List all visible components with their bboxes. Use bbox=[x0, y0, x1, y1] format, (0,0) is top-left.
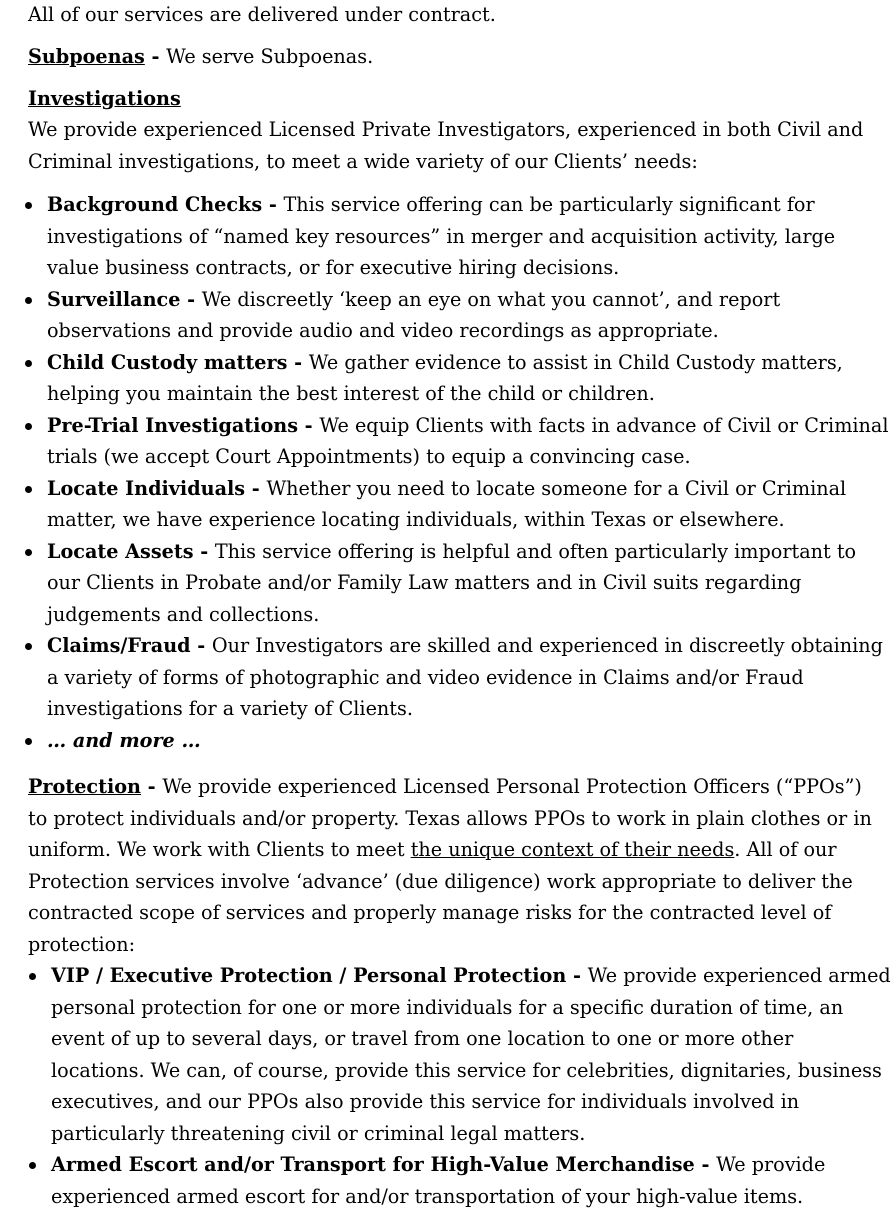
subpoenas-text: We serve Subpoenas. bbox=[166, 45, 374, 68]
investigations-heading-line bbox=[28, 83, 181, 115]
subpoenas-paragraph bbox=[28, 41, 373, 73]
subpoenas-separator: - bbox=[144, 45, 167, 68]
list-item bbox=[22, 630, 890, 725]
item-text: We provide experienced armed escort for and/or transportation of your high-value items. bbox=[51, 1153, 826, 1208]
item-separator: - bbox=[298, 413, 320, 437]
item-title: Armed Escort and/or Transport for High-Value Merchandise bbox=[51, 1153, 695, 1176]
list-item bbox=[22, 189, 890, 284]
item-text: We gather evidence to assist in Child Custody matters, helping you maintain the best interest of the child or children. bbox=[47, 350, 843, 405]
subpoenas-heading: Subpoenas bbox=[28, 45, 145, 68]
protection-text-2: . All of our Protection services involve ‘advance’ (due diligence) work appropriate to deliver the contracted scope of services and properly manage risks for the contracted level of protection: bbox=[28, 838, 853, 956]
item-title: Surveillance bbox=[47, 287, 181, 311]
list-item bbox=[22, 347, 890, 410]
item-text: Whether you need to locate someone for a Civil or Criminal matter, we have experience locating individuals, within Texas or elsewhere. bbox=[47, 476, 847, 531]
protection-text-1: We provide experienced Licensed Personal Protection Officers (“PPOs”) to protect individuals and/or property. Texas allows PPOs to work in plain clothes or in uniform. We work with Clients to meet bbox=[28, 775, 872, 861]
item-separator: - bbox=[193, 539, 215, 563]
item-title: Background Checks bbox=[47, 193, 263, 216]
investigations-intro: We provide experienced Licensed Private Investigators, experienced in both Civil and Criminal investigations, to meet a wide variety of our Clients’ needs: bbox=[28, 118, 864, 173]
item-title: VIP / Executive Protection / Personal Protection bbox=[51, 964, 567, 987]
item-separator: - bbox=[694, 1153, 717, 1176]
item-separator: - bbox=[190, 634, 212, 657]
item-separator: - bbox=[262, 193, 284, 216]
protection-paragraph bbox=[28, 771, 878, 960]
list-item bbox=[22, 284, 890, 347]
item-title: Claims/Fraud bbox=[47, 634, 191, 657]
protection-underlined-text: the unique context of their needs bbox=[410, 838, 735, 861]
protection-list bbox=[26, 960, 892, 1212]
list-item bbox=[22, 410, 890, 473]
protection-heading: Protection bbox=[28, 775, 141, 798]
item-title: Child Custody matters bbox=[47, 350, 288, 374]
list-item bbox=[22, 473, 890, 536]
item-text: This service offering can be particularly significant for investigations of “named key resources” in merger and acquisition activity, large value business contracts, or for executive hiring decisions. bbox=[47, 193, 836, 279]
list-item bbox=[26, 960, 892, 1149]
item-separator: - bbox=[566, 964, 588, 987]
investigations-heading: Investigations bbox=[28, 87, 181, 110]
protection-separator: - bbox=[141, 775, 163, 798]
list-item-more bbox=[22, 725, 890, 757]
list-item bbox=[22, 536, 890, 631]
item-text: Our Investigators are skilled and experienced in discreetly obtaining a variety of forms of photographic and video evidence in Claims and/or Fraud investigations for a variety of Clients. bbox=[47, 634, 883, 720]
item-text: We equip Clients with facts in advance of Civil or Criminal trials (we accept Court Appointments) to equip a convincing case. bbox=[47, 413, 889, 468]
item-text: We discreetly ‘keep an eye on what you cannot’, and report observations and provide audio and video recordings as appropriate. bbox=[47, 287, 781, 342]
item-title: Locate Assets bbox=[47, 539, 194, 563]
intro-text: All of our services are delivered under contract. bbox=[28, 3, 496, 26]
item-separator: - bbox=[245, 476, 267, 500]
item-title: Pre-Trial Investigations bbox=[47, 413, 298, 437]
item-separator: - bbox=[287, 350, 309, 374]
investigations-list bbox=[22, 189, 890, 756]
item-text: This service offering is helpful and often particularly important to our Clients in Probate and/or Family Law matters and in Civil suits regarding judgements and collections. bbox=[47, 539, 857, 626]
and-more-text: … and more … bbox=[47, 728, 201, 752]
list-item bbox=[26, 1149, 892, 1212]
item-text: We provide experienced armed personal protection for one or more individuals for a specific duration of time, an event of up to several days, or travel from one location to one or more other locations. We can, of course, provide this service for celebrities, dignitaries, business executives, and our PPOs also provide this service for individuals involved in particularly threatening civil or criminal legal matters. bbox=[51, 964, 891, 1145]
item-separator: - bbox=[180, 287, 202, 311]
item-title: Locate Individuals bbox=[47, 476, 246, 500]
